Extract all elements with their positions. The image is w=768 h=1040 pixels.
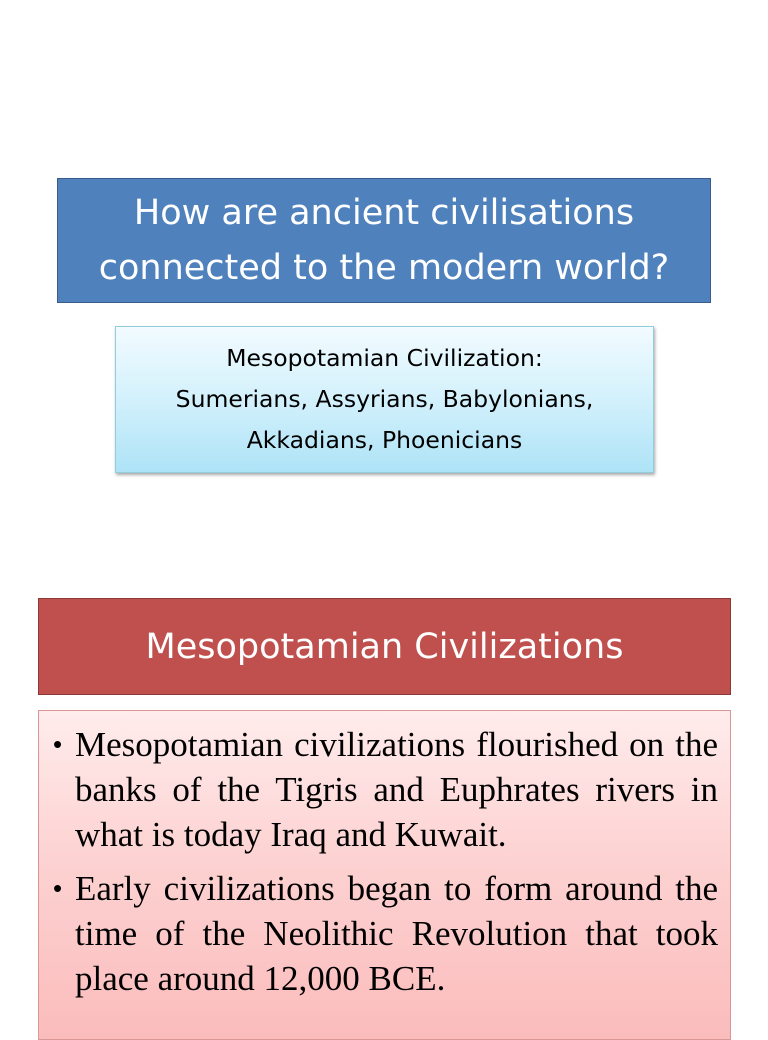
question-line-2: connected to the modern world? — [98, 247, 670, 288]
question-heading-box — [57, 178, 711, 303]
bullet-list — [53, 722, 718, 1001]
subtitle-line-1: Mesopotamian Civilization: — [226, 344, 543, 372]
subtitle-box — [115, 326, 654, 473]
bullet-icon: • — [53, 873, 63, 903]
list-item — [53, 722, 718, 857]
bullet-text: Mesopotamian civilizations flourished on the banks of the Tigris and Euphrates rivers in what is today Iraq and Kuwait. — [75, 725, 718, 854]
question-line-1: How are ancient civilisations — [133, 192, 635, 233]
question-heading — [99, 186, 670, 296]
section-title: Mesopotamian Civilizations — [145, 626, 624, 667]
list-item — [53, 866, 718, 1001]
subtitle-line-2: Sumerians, Assyrians, Babylonians, — [175, 385, 594, 413]
bullet-text: Early civilizations began to form around the time of the Neolithic Revolution that took place around 12,000 BCE. — [75, 869, 718, 998]
bullet-icon: • — [53, 729, 63, 759]
subtitle-text — [176, 338, 594, 461]
bullets-box — [38, 710, 731, 1040]
section-title-box — [38, 598, 731, 695]
subtitle-line-3: Akkadians, Phoenicians — [246, 426, 523, 454]
